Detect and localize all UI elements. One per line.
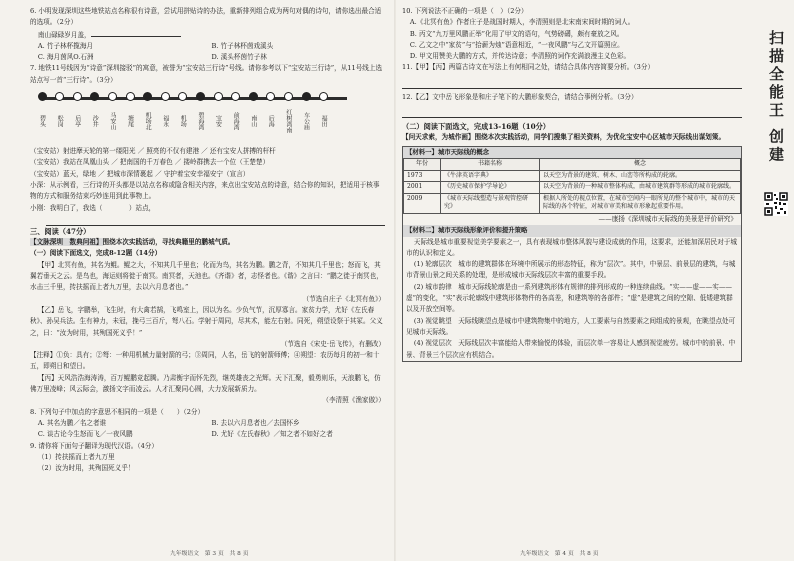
table-header-year: 年份 (404, 158, 441, 170)
q8-stem: 8. 下列句子中加点的字意思不相同的一项是（ ）（2分） (30, 407, 205, 416)
q8-option-a[interactable]: A. 其名为鹏／名之者谁 (37, 418, 107, 427)
q6-given-line: 南山碌碌岁月盖， (30, 29, 385, 41)
q12-answer-line[interactable] (402, 107, 742, 118)
station-dot-icon (55, 92, 64, 101)
watermark-text: 扫描全能王 创建 (767, 30, 785, 165)
q6-option-d[interactable]: D. 溪头杯茵竹子林 (211, 53, 267, 62)
passage-bing: 【丙】天风浩浩海涛涛，百万鲲鹏竞起腾。乃肃衡宇而怀先烈，继英雄丧之光辉。天下汇聚，毅勇则乐，天浪鹏飞，仿佛万里凌峰；风云际会，激扬文字而凌云。人才汇聚同心圆，大力发展新质力。 (30, 373, 381, 394)
station-dot-icon (126, 92, 135, 101)
q11-answer-line[interactable] (402, 78, 742, 89)
station-name: 机场 (179, 115, 187, 128)
station-name: 机场北 (144, 112, 152, 131)
station-name: 前海湾 (232, 112, 240, 131)
station-name: 碧头 (38, 115, 46, 128)
station-dot-icon (284, 92, 293, 101)
table-cell: 2009 (404, 193, 441, 213)
q10-option-b[interactable]: B. 丙文“九万里风鹏正举”化用了甲文的语句，气势磅礴，颇有豪放之风。 (409, 29, 624, 38)
station-name: 沙井 (91, 115, 99, 128)
q6-options (30, 41, 385, 64)
station-dot-icon (302, 92, 311, 101)
reading-title: 三、阅读（47分） (30, 226, 91, 236)
passage-yi-source: （节选自《宋史·岳飞传》，有删改） (280, 339, 385, 348)
station-name: 福永 (161, 115, 169, 128)
passage-bing-source: （李清照《渔家傲》） (322, 396, 385, 405)
q8-option-d[interactable]: D. 尤好《左氏春秋》／知之者不如好之者 (211, 430, 333, 439)
material-2-para: (2) 城市韵律 城市天际线轮廓是由一系列建筑形体有规律的排列形成的一种连续曲线。“实——虚——实——虚”的变化，“实”表示轮廓线中建筑形体物件的各高差，和建筑等的各部件；“虚”是建筑之间的空隙、低矮建筑群以及开放空间等。 (406, 282, 733, 314)
q9-item-1: （1）抟扶摇而上者九万里 (37, 452, 115, 461)
table-cell: 以天空为背景的一种城市整体构成，由城市建筑群等形成的城市轮廓线。 (540, 182, 741, 194)
table-cell: 1973 (404, 170, 441, 182)
passage-jia-source: （节选自庄子《北冥有鱼》） (302, 294, 385, 303)
material-2-para: 天际线是城市重要视觉美学要素之一，具有表现城市整体风貌与建设成就的作用，这要求，还能加深居民对于城市的认识和定义。 (406, 237, 737, 257)
q7-fill-line: 小刚：我明白了，我选（ ）站点， (30, 203, 156, 212)
right-page-footer: 九年级语文 第 4 页 共 8 页 (520, 551, 599, 557)
station-dot-icon (38, 92, 47, 101)
station-name: 塘尾 (126, 115, 134, 128)
passage-yi: 【乙】岳飞，字鹏举，飞生时，有大禽若鹄，飞鸣室上，因以为名。少负气节，沉厚寡言。家贫力学，尤好《左氏春秋》、孙吴兵法。生有神力，未冠，挽弓三百斤，弩八石。学射于周同，尽其术，能左右射。同死，朔望设祭于其冢。父义之，曰：“汝为时用，其殉国死义乎！” (30, 305, 383, 337)
q6-option-a[interactable]: A. 竹子林杯揽海月 (37, 41, 94, 50)
station-dot-icon (73, 92, 82, 101)
material-2-para: (3) 视觉眺望 天际线眺望点是城市中建筑物集中的地方，人工要素与自然要素之间组成的景观，在眺望点处可见城市天际线。 (406, 316, 736, 336)
page-fold (394, 0, 396, 561)
q8-option-c[interactable]: C. 谈古论今生怒而飞／一夜风鹏 (37, 430, 133, 439)
station-dot-icon (196, 92, 205, 101)
table-header-row (404, 158, 741, 170)
table-cell: 2001 (404, 182, 441, 194)
passage-notes: 【注释】①负：具有；②弩：一种用机械力量射箭的弓；③周同，人名，岳飞的射箭师傅；④朔望：农历每月的初一和十五，即朔日和望日。 (30, 351, 380, 371)
station-dot-icon (161, 92, 170, 101)
right-page (402, 6, 742, 554)
reading-part1: （一）阅读下面选文，完成8-12题（14分） (30, 249, 162, 258)
q6-stem: 6. 小明发现深圳这些地铁站点名称很有诗意，尝试用拼贴诗的办法，重新排列组合成为两句对偶的诗句，请你选出最合适的选项。（2分） (30, 7, 382, 27)
reading-theme: 【文脉深圳 数典问祖】围绕本次实践活动，寻找典籍里的鹏城气质。 (30, 238, 235, 247)
passage-jia: 【甲】北冥有鱼，其名为鲲。鲲之大，不知其几千里也；化而为鸟，其名为鹏。鹏之背，不知其几千里也；怒而飞，其翼若垂天之云。是鸟也，海运则将徙于南冥。南冥者，天池也。《齐谐》者，志怪者也。《谐》之言曰：“鹏之徙于南冥也，水击三千里，抟扶摇而上者九万里，去以六月息者也。” (30, 260, 383, 292)
material-2-para: (4) 视觉层次 天际线层次丰富能给人带来愉悦的体验，而层次单一容易让人感到视觉疲劳。城市中的前景、中景、背景三个层次应有机结合。 (406, 339, 736, 359)
station-dot-icon (249, 92, 258, 101)
q6-answer-blank[interactable] (91, 29, 181, 37)
table-cell: 《牛津英语字典》 (441, 170, 540, 182)
material-box (402, 146, 742, 362)
station-dot-icon (266, 92, 275, 101)
reading-part2: （二）阅读下面选文，完成13-16题（10分） (402, 122, 550, 132)
scanner-watermark (762, 30, 790, 450)
material-1-title: 【材料一】城市天际线的概念 (403, 147, 741, 158)
station-dot-icon (231, 92, 240, 101)
q9-item-2: （2）汝为时用，其殉国死义乎！ (37, 464, 135, 473)
table-cell: 《历史城市保护学导论》 (441, 182, 540, 194)
station-name: 后亭 (73, 115, 81, 128)
station-name: 福田 (320, 115, 328, 128)
table-cell: 《城市天际线塑造与景观管控研究》 (441, 193, 540, 213)
material-1-source: ——康扬《深圳城市天际线的美景是评价研究》 (598, 214, 737, 223)
table-cell: 根据人所处的视点位置，在城市空间内一眼所见的整个城市中，城市的天际线的各个特征，对城市审美和城市形象起重要作用。 (540, 193, 741, 213)
metro-station (312, 92, 336, 139)
metro-line-11-map (36, 87, 385, 145)
left-page-footer: 九年级语文 第 3 页 共 8 页 (170, 551, 249, 557)
station-name: 车公庙 (302, 112, 310, 131)
skyline-definition-table (403, 158, 741, 214)
q7-poem-2: （宝安站）我站在凤凰山头 ／ 把南国的千万春色 ／ 搂岭群携去一个位（王楚楚） (30, 158, 270, 167)
station-name: 碧海湾 (196, 112, 204, 131)
q8-options (30, 418, 385, 441)
station-name: 后海 (267, 115, 275, 128)
station-dot-icon (90, 92, 99, 101)
q7-poem-3: （宝安站）蓝天，绿地 ／ 把城市深情裹起 ／ 守护着宝安幸福安宁（宣言） (30, 169, 250, 178)
q8-option-b[interactable]: B. 去以六月息者也／去国怀乡 (211, 418, 300, 427)
station-name: 红树湾南 (284, 109, 292, 134)
q7-stem: 7. 地铁11号线因为“诗意”深圳接驳”的寓意，被誉为“宝安站三行诗”号线。请你参考以下“宝安站三行诗”，从11号线上选站点写一首“三行诗”。（3分） (30, 64, 383, 84)
station-name: 南山 (249, 115, 257, 128)
material-2-para: (1) 轮廓层次 城市的建筑群体在环境中所展示的形态特征，称为“层次”。其中，中景层、前景层的建筑，与城市背景山景之间关系的处理，是形成城市天际线层次丰富的重要手段。 (406, 260, 736, 280)
station-name: 马安山 (108, 112, 116, 131)
table-cell: 以天空为背景的建筑、树木、山峦等所构成的轮廓。 (540, 170, 741, 182)
station-dot-icon (178, 92, 187, 101)
station-name: 宝安 (214, 115, 222, 128)
station-name: 松岗 (56, 115, 64, 128)
material-2-body (403, 237, 741, 361)
station-dot-icon (143, 92, 152, 101)
table-row (404, 193, 741, 213)
q6-option-b[interactable]: B. 竹子林杯茵戏溪头 (211, 41, 274, 50)
q7-poem-1: （宝安站）射进摩天轮的第一缕阳光 ／ 照亮的不仅有建港 ／ 还有宝安人拼搏的杆杆 (30, 147, 276, 156)
table-header-book: 书籍名称 (441, 158, 540, 170)
table-header-concept: 概念 (540, 158, 741, 170)
station-dot-icon (319, 92, 328, 101)
station-dot-icon (214, 92, 223, 101)
q11-stem: 11.【甲】【丙】两篇古诗文在写法上有何相同之处，请结合具体内容简要分析。（3分） (402, 63, 655, 72)
q7-tip: 小深：从示例看，三行诗的开头都是以站点名称或隐含相关内容，来点出宝安站点的诗意，结合你的知识，把适用于核事物的方式和服务结束巧妙连用到此事物上。 (30, 180, 380, 201)
q10-stem: 10. 下列说法不正确的一项是（ ）（2分） (402, 7, 528, 15)
material-2-title: 【材料二】城市天际线形象评价和提升策略 (403, 225, 741, 236)
activity-intro: 【问天求索，为城作画】围绕本次实践活动，同学们搜集了相关资料，为优化宝安中心区城市天际线出谋划策。 (402, 133, 726, 142)
q7-answer-line[interactable] (46, 215, 385, 226)
left-page (30, 6, 385, 554)
q10-option-d[interactable]: D. 甲文用赞美大鹏的方式，并传达诗意；李清照的词作充满浪漫主义色彩。 (409, 52, 631, 61)
q12-stem: 12.【乙】文中岳飞形象是和庄子笔下的大鹏形象契合，请结合事例分析。（3分） (402, 92, 638, 101)
station-dot-icon (108, 92, 117, 101)
table-row (404, 182, 741, 194)
q10-option-c[interactable]: C. 乙文之中“家贫”与“拾薪为烛”语意相近，“一夜风鹏”与乙文开篇照应。 (409, 40, 624, 49)
qr-code-icon (764, 192, 788, 216)
q10-option-a[interactable]: A.《北冥有鱼》作者庄子是战国时期人，李清照则是北宋南宋间时期的词人。 (409, 18, 635, 27)
table-row (404, 170, 741, 182)
q6-option-c[interactable]: C. 海月茵风O.石洲 (37, 53, 94, 62)
q9-stem: 9. 请你将下面句子翻译为现代汉语。（4分） (30, 441, 158, 450)
